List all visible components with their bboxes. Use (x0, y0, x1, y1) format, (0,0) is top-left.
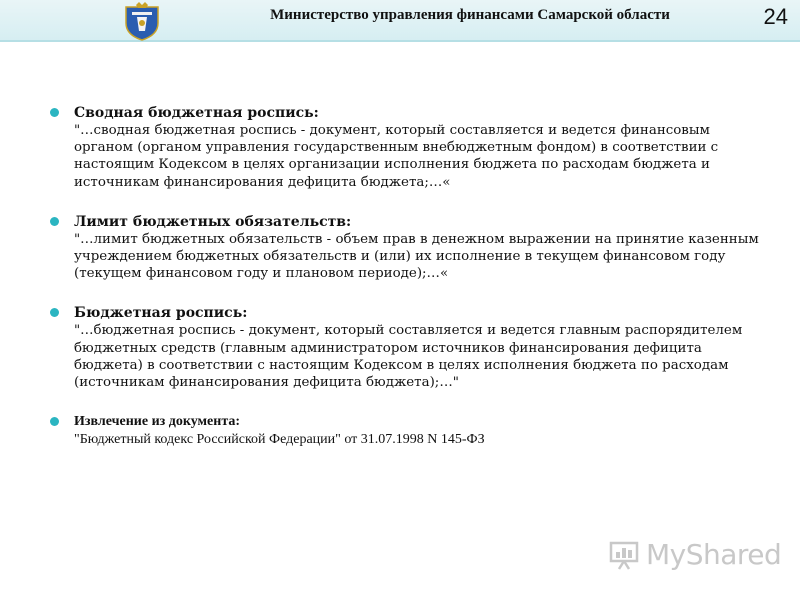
samara-coat-of-arms-icon (120, 1, 164, 41)
item-definition: "…сводная бюджетная роспись - документ, который составляется и ведется финансовым органом (органом управления государственным внебюджетным фондом) в соответствии с настоящим Кодексом в целях организации исполнения бюджета по расходам бюджета и источникам финансирования дефицита бюджета;…« (74, 123, 719, 190)
list-item-svodnaya-rospis (50, 104, 762, 191)
item-definition: "…лимит бюджетных обязательств - объем прав в денежном выражении на принятие казенным учреждением бюджетных обязательств и (или) их исполнение в текущем финансовом году (текущем финансовом году и плановом периоде);…« (74, 231, 759, 282)
organization-title: Министерство управления финансами Самарской области (270, 7, 670, 23)
watermark-text: MyShared (646, 537, 782, 571)
item-title: Извлечение из документа: (74, 414, 241, 430)
list-item-byudzhetnaya-rospis (50, 304, 762, 391)
presentation-board-icon (608, 537, 642, 571)
bullet-icon (50, 108, 59, 117)
source-reference: "Бюджетный кодекс Российской Федерации" от 31.07.1998 N 145-ФЗ (74, 432, 485, 448)
item-title: Сводная бюджетная роспись: (74, 105, 319, 121)
slide-number: 24 (763, 4, 788, 29)
list-item-source-document (50, 413, 762, 449)
bullet-icon (50, 217, 59, 226)
watermark (608, 537, 781, 571)
bullet-icon (50, 417, 59, 426)
item-title: Бюджетная роспись: (74, 305, 248, 322)
item-title: Лимит бюджетных обязательств: (74, 213, 352, 230)
bullet-icon (50, 308, 59, 317)
content-list (50, 104, 762, 471)
list-item-limit-obyazatelstv (50, 213, 762, 283)
item-definition: "…бюджетная роспись - документ, который составляется и ведется главным распорядителем бюджетных средств (главным администратором источников финансирования дефицита бюджета) в соответствии с настоящим Кодексом в целях исполнения бюджета по расходам (источникам финансирования дефицита бюджета);…" (74, 323, 743, 391)
